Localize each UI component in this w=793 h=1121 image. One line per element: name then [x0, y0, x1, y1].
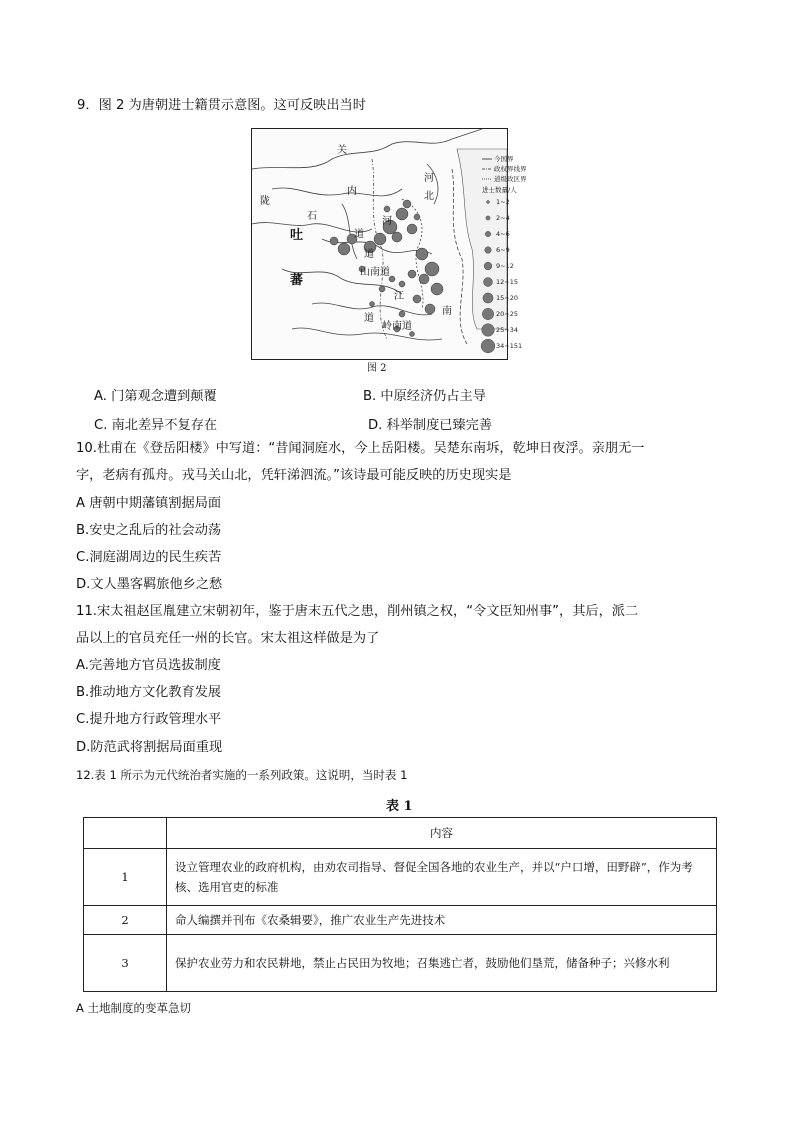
table-row	[84, 849, 717, 906]
map-label: 陇	[260, 196, 270, 207]
legend-dot	[486, 216, 490, 220]
map-label: 内	[347, 186, 357, 197]
map-label: 河	[424, 173, 434, 184]
map-dot	[425, 304, 435, 314]
legend-item-label: 6~9	[496, 246, 510, 254]
map-dot	[399, 281, 405, 287]
legend-dot	[481, 339, 495, 353]
map-dot	[338, 243, 350, 255]
q9-option-c[interactable]: C. 南北差异不复存在	[94, 418, 218, 433]
legend-dot	[485, 231, 490, 236]
q11-option-b[interactable]: B.推动地方文化教育发展	[76, 685, 222, 700]
q11-stem-line2: 品以上的官员充任一州的长官。宋太祖这样做是为了	[76, 631, 380, 646]
map-label: 石	[307, 211, 317, 222]
map-dot	[407, 224, 417, 234]
map-label: 关	[337, 145, 347, 156]
map-label: 道	[364, 249, 374, 260]
q12-stem: 12.表 1 所示为元代统治者实施的一系列政策。这说明，当时表 1	[76, 768, 408, 782]
map-dot	[330, 237, 338, 245]
map-label: 蕃	[290, 273, 304, 288]
map-label: 道	[364, 313, 374, 324]
map-dot	[419, 274, 429, 284]
row-content: 保护农业劳力和农民耕地，禁止占民田为牧地；召集逃亡者，鼓励他们垦荒，储备种子；兴修水利	[167, 935, 717, 992]
tang-jinshi-map	[251, 128, 527, 360]
row-number: 2	[84, 906, 167, 935]
map-dot	[431, 283, 443, 295]
figure-caption: 图 2	[367, 363, 387, 374]
legend-line-label: 政权界线界	[494, 165, 527, 173]
legend-dot	[487, 201, 490, 204]
map-label: 南	[442, 306, 452, 317]
q11-stem-line1: 11.宋太祖赵匡胤建立宋朝初年，鉴于唐末五代之患，削州镇之权，“令文臣知州事”，其后，派二	[76, 604, 639, 619]
row-content: 命人编撰并刊布《农桑辑要》，推广农业生产先进技术	[167, 906, 717, 935]
map-dot	[403, 200, 411, 208]
legend-item-label: 20~25	[496, 310, 518, 318]
map-dot	[379, 286, 385, 292]
map-label: 河	[382, 216, 392, 227]
map-graphic	[252, 129, 527, 359]
map-dot	[425, 262, 439, 276]
map-dot	[392, 232, 402, 242]
map-dot	[408, 270, 416, 278]
legend-title: 进士数量/人	[482, 186, 517, 194]
row-number: 3	[84, 935, 167, 992]
map-dot	[416, 248, 428, 260]
q10-option-c[interactable]: C.洞庭湖周边的民生疾苦	[76, 550, 222, 565]
q9-option-b[interactable]: B. 中原经济仍占主导	[363, 389, 486, 404]
legend-item-label: 12~15	[496, 278, 518, 286]
q9-option-d[interactable]: D. 科举制度已臻完善	[368, 418, 493, 433]
legend-dot	[482, 324, 495, 337]
table-row	[84, 906, 717, 935]
legend-item-label: 2~4	[496, 214, 510, 222]
q10-option-a[interactable]: A 唐朝中期藩镇割据局面	[76, 496, 222, 511]
q9-option-a[interactable]: A. 门第观念遭到颠覆	[94, 389, 217, 404]
map-dot	[414, 214, 420, 220]
legend-item-label: 4~6	[496, 230, 510, 238]
table-header-cell: 内容	[167, 818, 717, 849]
legend-line-label: 今国界	[494, 155, 514, 163]
map-label: 北	[424, 191, 434, 202]
legend-item-label: 9~12	[496, 262, 514, 270]
legend-item-label: 25~34	[496, 326, 518, 334]
q9-stem: 9．图 2 为唐朝进士籍贯示意图。这可反映出当时	[77, 98, 366, 113]
q10-stem-line2: 字，老病有孤舟。戎马关山北，凭轩涕泗流。”该诗最可能反映的历史现实是	[76, 468, 512, 483]
legend-dot	[484, 278, 493, 287]
map-label: 岭南道	[382, 321, 412, 332]
legend-dot	[482, 308, 493, 319]
map-dot	[370, 302, 375, 307]
q12-option-a[interactable]: A 土地制度的变革急切	[76, 1001, 192, 1015]
map-label: 江	[394, 291, 404, 302]
q11-option-c[interactable]: C.提升地方行政管理水平	[76, 712, 222, 727]
map-dot	[399, 311, 405, 317]
table-header-row	[84, 818, 717, 849]
legend-dot	[485, 247, 492, 254]
table-header-cell	[84, 818, 167, 849]
map-dot	[384, 206, 390, 212]
map-dot	[396, 208, 408, 220]
legend-item-label: 15~20	[496, 294, 518, 302]
table-caption: 表 1	[386, 799, 413, 814]
map-label: 吐	[290, 228, 304, 243]
q10-stem-line1: 10.杜甫在《登岳阳楼》中写道：“昔闻洞庭水，今上岳阳楼。吴楚东南坼，乾坤日夜浮。亲朋无一	[76, 441, 645, 456]
legend-line-label: 道级政区界	[494, 175, 527, 183]
policy-table	[83, 817, 717, 992]
map-label: 道	[354, 229, 364, 240]
map-dot	[413, 295, 421, 303]
legend-dot	[483, 293, 493, 303]
row-number: 1	[84, 849, 167, 906]
q11-option-d[interactable]: D.防范武将割据局面重现	[76, 740, 223, 755]
map-dot	[374, 233, 386, 245]
table-row	[84, 935, 717, 992]
map-dot	[410, 332, 415, 337]
legend-dot	[484, 262, 492, 270]
legend-item-label: 34~151	[496, 342, 523, 350]
legend-item-label: 1~2	[496, 198, 510, 206]
q10-option-b[interactable]: B.安史之乱后的社会动荡	[76, 523, 222, 538]
q11-option-a[interactable]: A.完善地方官员选拔制度	[76, 658, 221, 673]
map-label: 山南道	[360, 267, 390, 278]
q10-option-d[interactable]: D.文人墨客羁旅他乡之愁	[76, 577, 223, 592]
row-content: 设立管理农业的政府机构，由劝农司指导、督促全国各地的农业生产，并以“户口增，田野辟”，作为考核、选用官吏的标准	[167, 849, 717, 906]
